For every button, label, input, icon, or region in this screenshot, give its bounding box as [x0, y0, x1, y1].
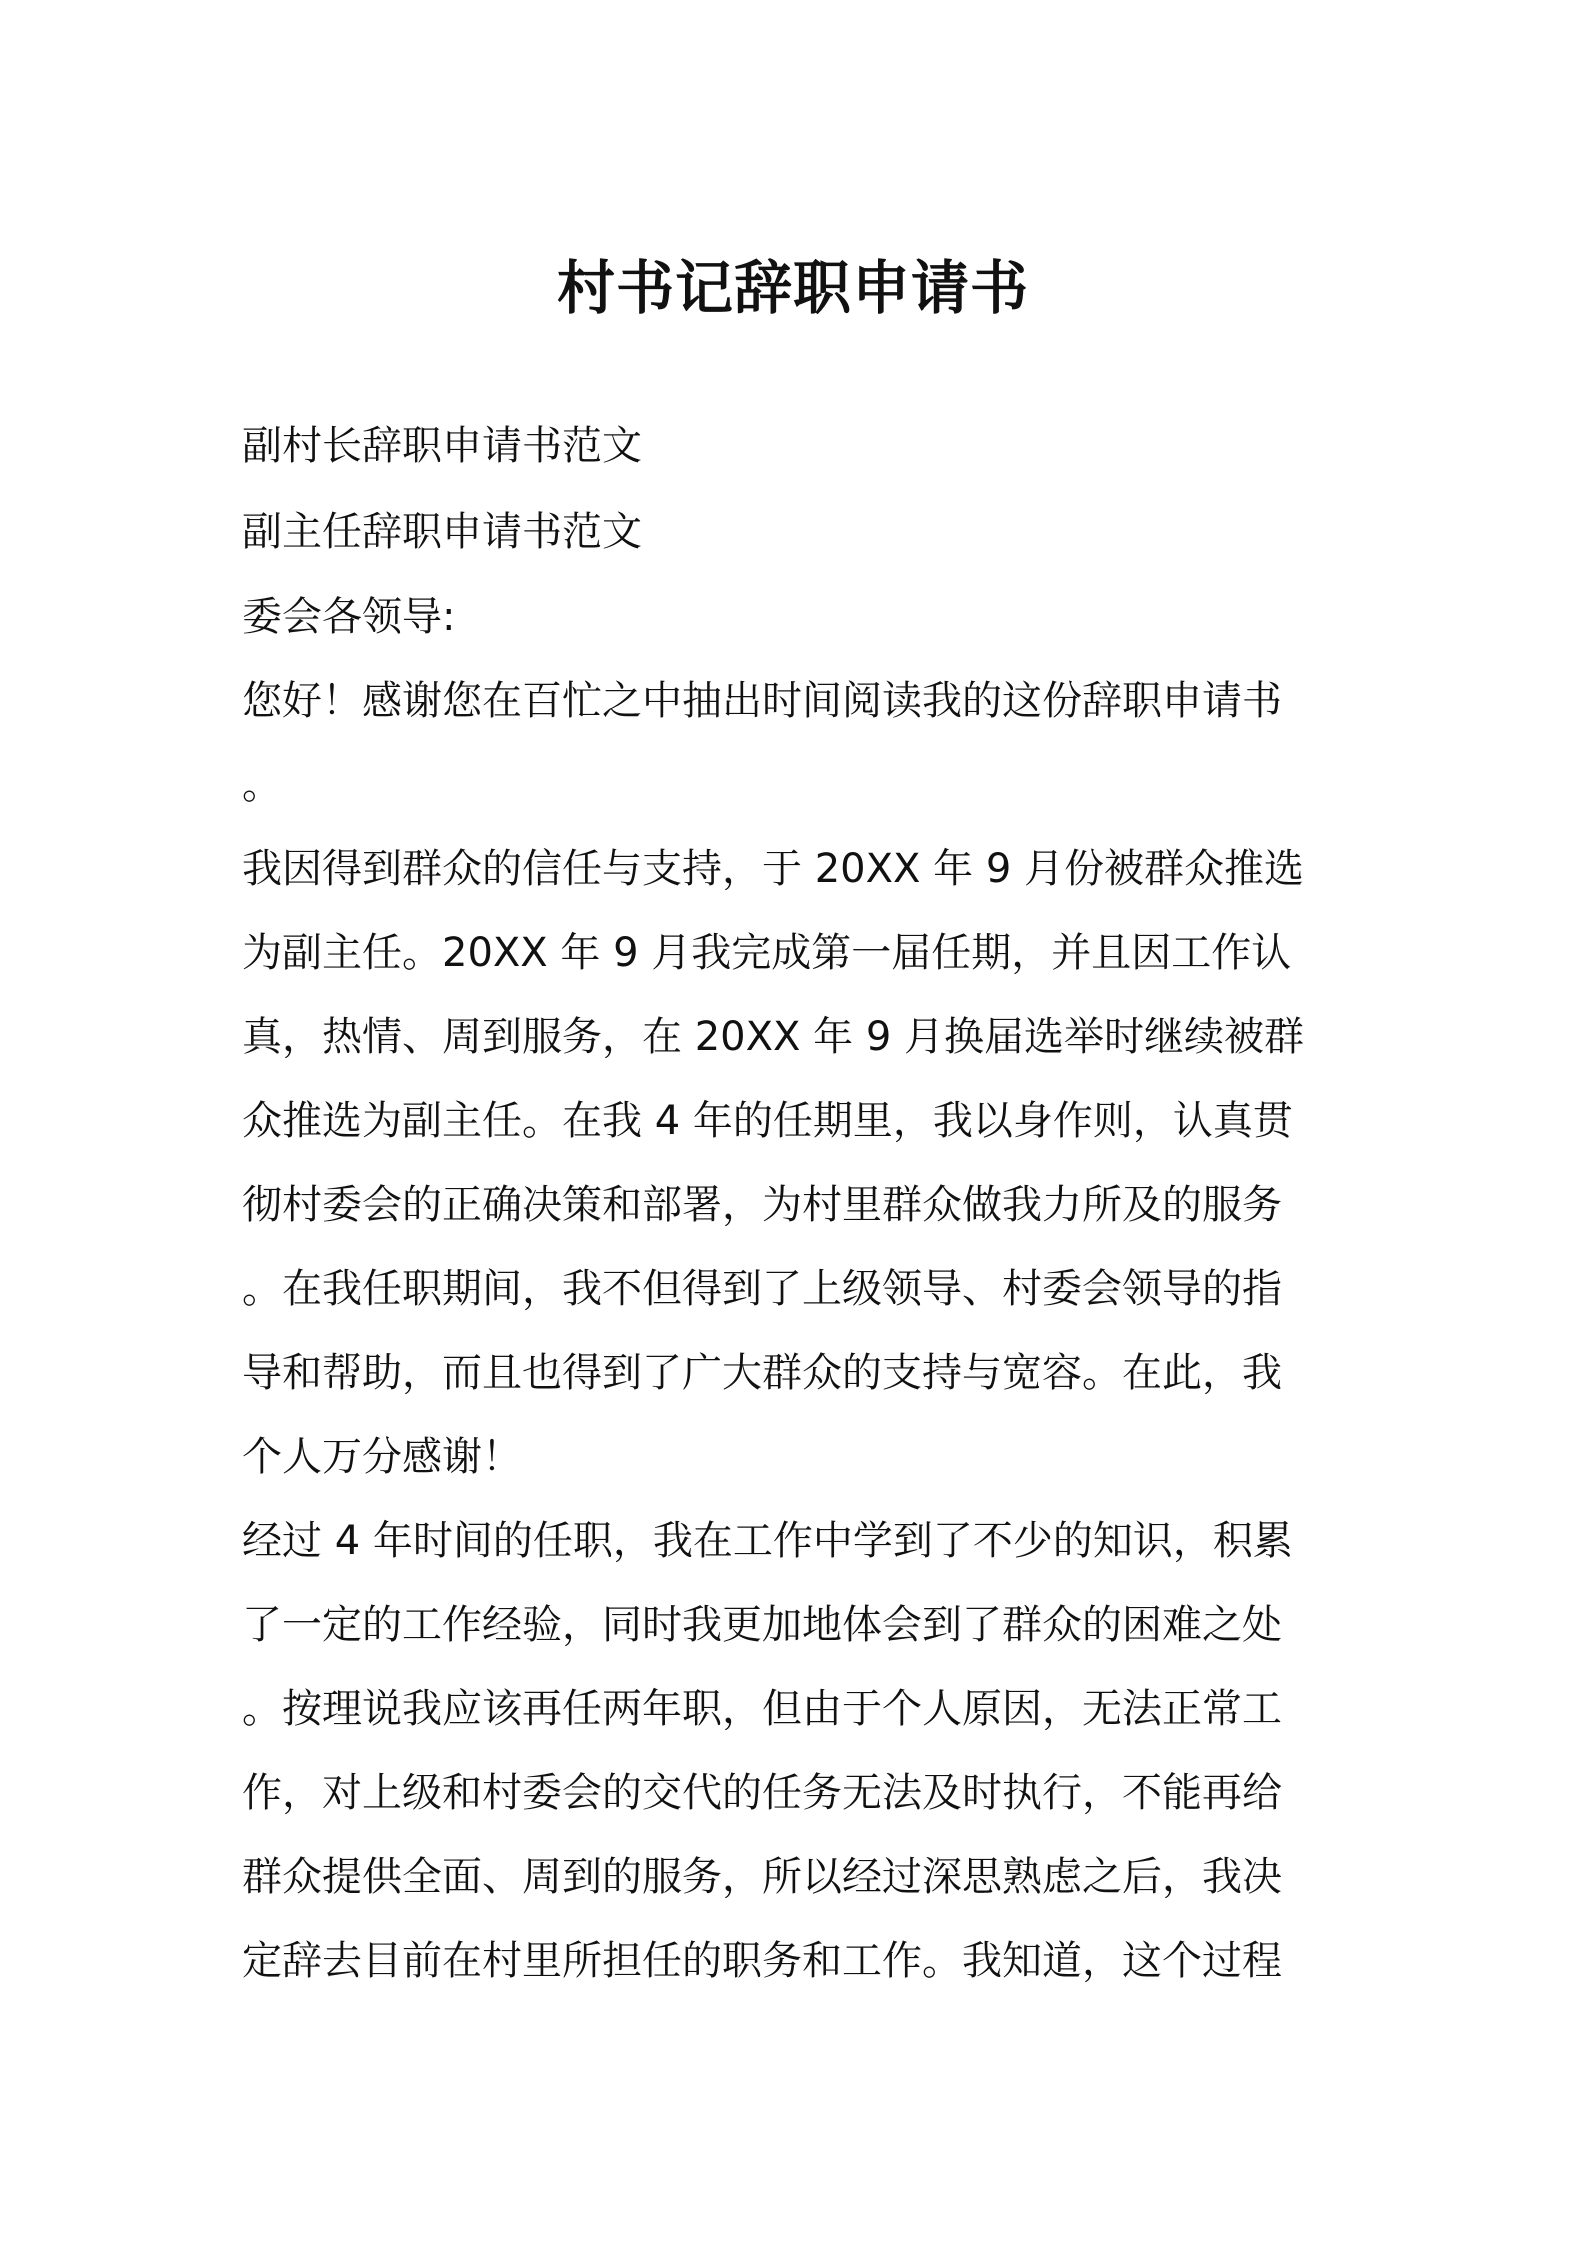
body-line: 彻村委会的正确决策和部署，为村里群众做我力所及的服务 [242, 1182, 1282, 1228]
body-line: 众推选为副主任。在我 4 年的任期里，我以身作则，认真贯 [242, 1098, 1293, 1144]
body-line: 。按理说我应该再任两年职，但由于个人原因，无法正常工 [242, 1686, 1282, 1732]
body-line: 个人万分感谢！ [242, 1434, 522, 1480]
body-line: 经过 4 年时间的任职，我在工作中学到了不少的知识，积累 [242, 1518, 1293, 1564]
document-title: 村书记辞职申请书 [556, 254, 1029, 322]
subheading-line-1: 副村长辞职申请书范文 [242, 423, 642, 469]
body-line: 我因得到群众的信任与支持，于 20XX 年 9 月份被群众推选 [242, 846, 1305, 892]
body-line: 群众提供全面、周到的服务，所以经过深思熟虑之后，我决 [242, 1854, 1282, 1900]
document-body [242, 403, 1362, 2003]
body-line: 导和帮助，而且也得到了广大群众的支持与宽容。在此，我 [242, 1350, 1282, 1396]
subheading-line-2: 副主任辞职申请书范文 [242, 509, 642, 555]
body-line: 。在我任职期间，我不但得到了上级领导、村委会领导的指 [242, 1266, 1282, 1312]
body-line: 定辞去目前在村里所担任的职务和工作。我知道，这个过程 [242, 1938, 1282, 1984]
body-line: 作，对上级和村委会的交代的任务无法及时执行，不能再给 [242, 1770, 1282, 1816]
body-line: 。 [242, 762, 282, 808]
body-line: 了一定的工作经验，同时我更加地体会到了群众的困难之处 [242, 1602, 1282, 1648]
body-line: 您好！感谢您在百忙之中抽出时间阅读我的这份辞职申请书 [242, 678, 1282, 724]
body-line: 真，热情、周到服务，在 20XX 年 9 月换届选举时继续被群 [242, 1014, 1305, 1060]
salutation-line: 委会各领导: [242, 594, 456, 640]
body-line: 为副主任。20XX 年 9 月我完成第一届任期，并且因工作认 [242, 930, 1292, 976]
